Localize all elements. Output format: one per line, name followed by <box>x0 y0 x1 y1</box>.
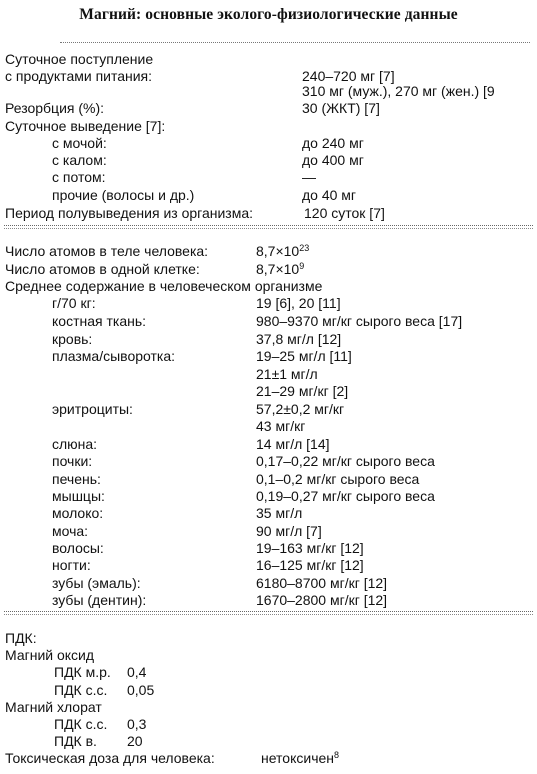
content-item-value: 1670–2800 мг/кг [12] <box>256 592 388 608</box>
content-item-value: 21–29 мг/кг [2] <box>256 383 349 399</box>
intake-label-line1: Суточное поступление <box>5 51 154 67</box>
content-item-value: 19–163 мг/кг [12] <box>256 540 364 556</box>
excretion-item-value: до 40 мг <box>302 187 357 203</box>
content-item-value: 980–9370 мг/кг сырого веса [17] <box>256 313 463 329</box>
content-item-label: волосы: <box>52 540 104 556</box>
content-item-label: моча: <box>52 523 89 539</box>
resorption-label: Резорбция (%): <box>5 100 105 116</box>
atoms-body-mantissa: 8,7×10 <box>256 243 300 259</box>
pdk-item-value: 20 <box>127 733 143 749</box>
excretion-label: Суточное выведение [7]: <box>5 118 166 134</box>
excretion-item-label: с мочой: <box>52 135 107 151</box>
excretion-item-value: до 240 мг <box>302 135 364 151</box>
content-item-label: почки: <box>52 453 93 469</box>
atoms-cell-mantissa: 8,7×10 <box>256 261 300 277</box>
pdk-item-value: 0,4 <box>127 664 147 680</box>
pdk-item-label: ПДК с.с. <box>54 682 108 698</box>
content-item-value: 0,17–0,22 мг/кг сырого веса <box>256 453 435 469</box>
content-item-label: зубы (дентин): <box>52 592 147 608</box>
content-item-label: костная ткань: <box>52 313 147 329</box>
chlorate-label: Магний хлорат <box>5 699 102 715</box>
atoms-cell-value <box>256 261 304 278</box>
atoms-body-value <box>256 243 309 260</box>
atoms-body-label: Число атомов в теле человека: <box>5 243 209 259</box>
atoms-body-exponent: 23 <box>299 243 310 253</box>
half-life-label: Период полувыведения из организма: <box>5 205 254 221</box>
resorption-value: 30 (ЖКТ) [7] <box>302 100 380 116</box>
toxic-dose-text: нетоксичен <box>261 750 335 766</box>
pdk-item-label: ПДК с.с. <box>54 716 108 732</box>
content-item-value: 0,1–0,2 мг/кг сырого веса <box>256 471 420 487</box>
oxide-label: Магний оксид <box>5 647 95 663</box>
half-life-value: 120 суток [7] <box>304 205 385 221</box>
content-item-value: 35 мг/л <box>256 505 303 521</box>
content-item-label: г/70 кг: <box>52 295 96 311</box>
content-item-value: 6180–8700 мг/кг [12] <box>256 575 388 591</box>
content-item-label: зубы (эмаль): <box>52 575 141 591</box>
content-item-label: печень: <box>52 471 101 487</box>
pdk-item-value: 0,3 <box>127 716 147 732</box>
pdk-item-label: ПДК в. <box>54 733 97 749</box>
toxic-dose-value <box>261 750 339 767</box>
avg-content-label: Среднее содержание в человеческом организме <box>5 278 323 294</box>
content-item-label: ногти: <box>52 557 91 573</box>
excretion-item-label: с потом: <box>52 169 106 185</box>
toxic-dose-label: Токсическая доза для человека: <box>5 750 215 766</box>
pdk-item-value: 0,05 <box>127 682 155 698</box>
atoms-cell-label: Число атомов в одной клетке: <box>5 261 200 277</box>
intake-value-2: 310 мг (муж.), 270 мг (жен.) [9 <box>302 83 495 99</box>
content-item-value: 21±1 мг/л <box>256 366 318 382</box>
page-title: Магний: основные эколого-физиологические данные <box>79 6 458 23</box>
divider <box>4 611 533 615</box>
content-item-value: 43 мг/кг <box>256 418 306 434</box>
content-item-label: молоко: <box>52 505 104 521</box>
content-item-value: 57,2±0,2 мг/кг <box>256 401 345 417</box>
toxic-dose-footnote: 8 <box>334 750 340 760</box>
pdk-item-label: ПДК м.р. <box>54 664 111 680</box>
excretion-item-value: до 400 мг <box>302 152 364 168</box>
pdk-label: ПДК: <box>5 630 37 646</box>
content-item-label: мышцы: <box>52 488 105 504</box>
content-item-value: 0,19–0,27 мг/кг сырого веса <box>256 488 435 504</box>
excretion-item-label: с калом: <box>52 152 107 168</box>
content-item-value: 19–25 мг/л [11] <box>256 348 352 364</box>
divider <box>60 42 530 43</box>
intake-label-line2: с продуктами питания: <box>5 68 153 84</box>
content-item-label: эритроциты: <box>52 401 133 417</box>
divider <box>4 225 533 229</box>
content-item-value: 37,8 мг/л [12] <box>256 331 342 347</box>
content-item-value: 90 мг/л [7] <box>256 523 322 539</box>
content-item-value: 14 мг/л [14] <box>256 436 330 452</box>
atoms-cell-exponent: 9 <box>299 261 305 271</box>
content-item-label: слюна: <box>52 436 98 452</box>
intake-value-1: 240–720 мг [7] <box>302 68 395 84</box>
content-item-label: кровь: <box>52 331 93 347</box>
excretion-item-value: — <box>302 169 316 185</box>
content-item-label: плазма/сыворотка: <box>52 348 176 364</box>
excretion-item-label: прочие (волосы и др.) <box>52 187 195 203</box>
content-item-value: 16–125 мг/кг [12] <box>256 557 364 573</box>
content-item-value: 19 [6], 20 [11] <box>256 295 341 311</box>
